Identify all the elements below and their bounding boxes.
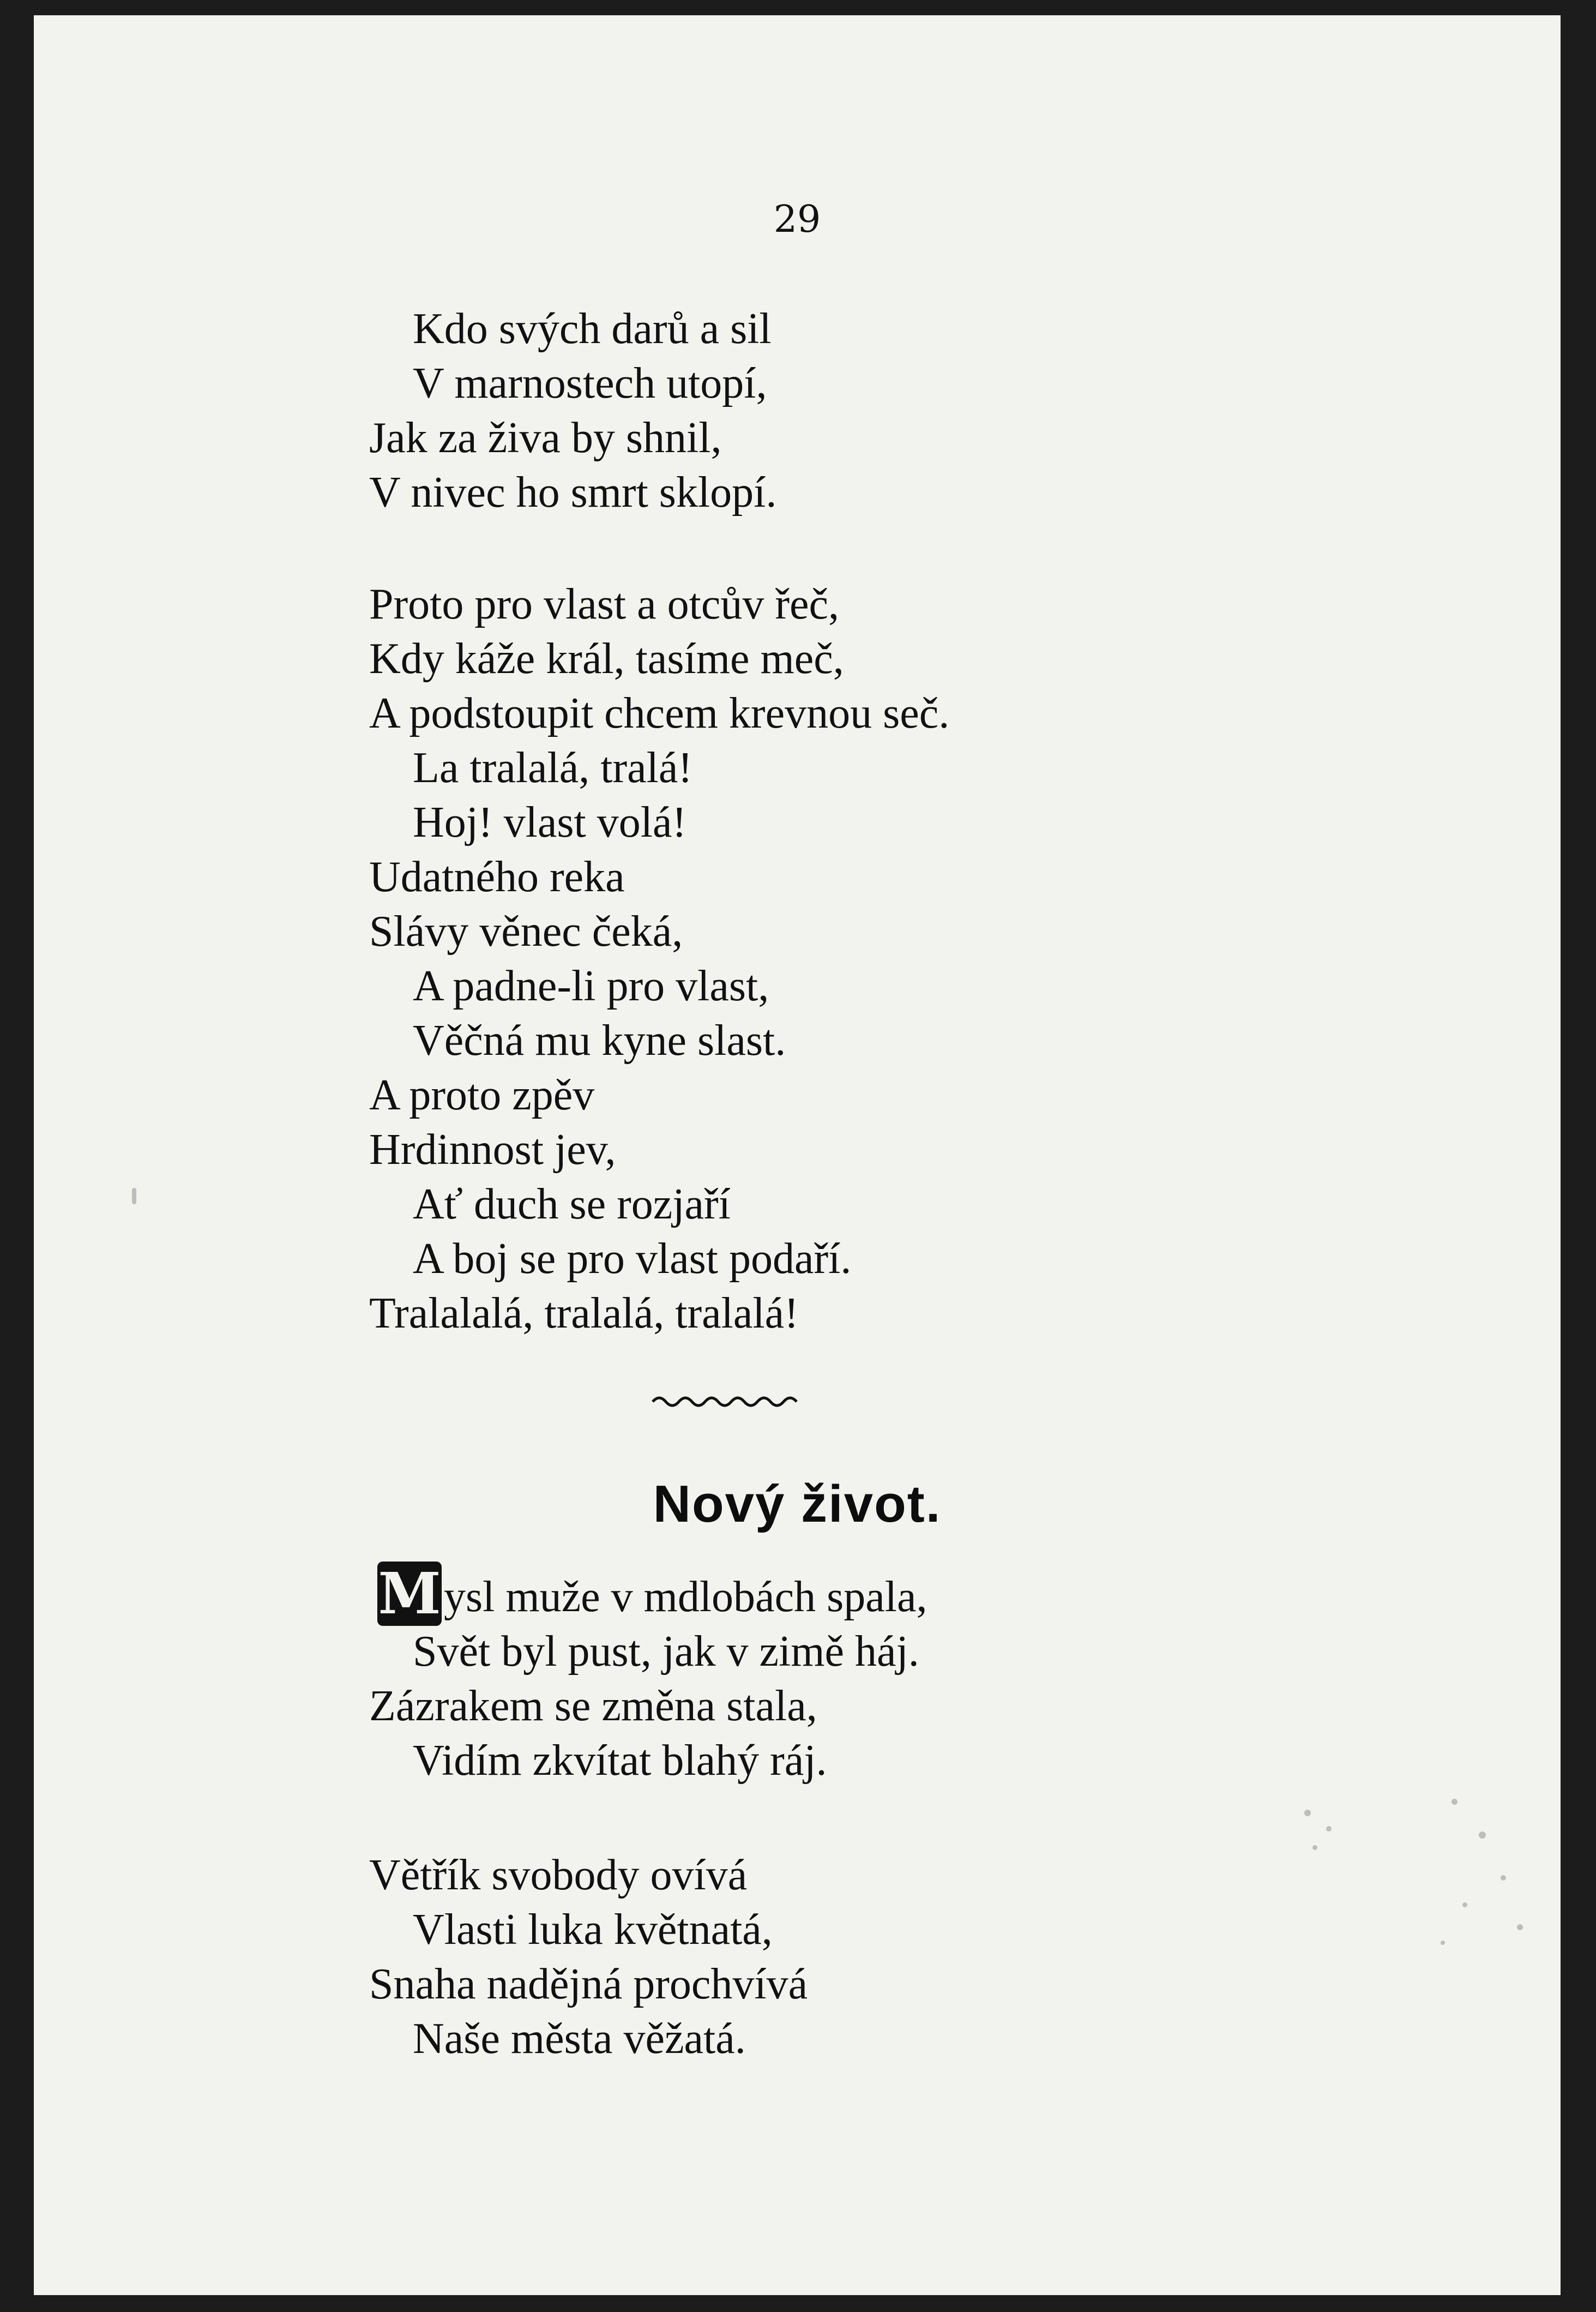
page-number: 29: [773, 198, 821, 241]
poem-line: V nivec ho smrt sklopí.: [369, 469, 777, 517]
scan-speck: [1312, 1845, 1317, 1850]
poem-line: Hrdinnost jev,: [369, 1126, 616, 1174]
scan-speck: [132, 1188, 136, 1204]
poem-line: A padne-li pro vlast,: [413, 962, 769, 1010]
poem-line: Udatného reka: [369, 853, 625, 901]
poem-line: A boj se pro vlast podaří.: [413, 1235, 852, 1283]
scan-speck: [1479, 1831, 1486, 1839]
drop-cap: M: [378, 1560, 441, 1627]
poem-line: La tralalá, tralá!: [413, 744, 692, 792]
scan-speck: [1326, 1826, 1332, 1831]
scan-speck: [1501, 1875, 1506, 1881]
poem-line: Slávy věnec čeká,: [369, 908, 683, 956]
poem-line: A proto zpěv: [369, 1071, 595, 1119]
poem-line: Věčná mu kyne slast.: [413, 1017, 786, 1065]
scan-speck: [1517, 1924, 1523, 1930]
poem-line: Větřík svobody ovívá: [369, 1851, 748, 1899]
poem-line: Hoj! vlast volá!: [413, 798, 687, 846]
section-title: Nový život.: [653, 1475, 942, 1533]
scan-speck: [1452, 1799, 1458, 1805]
poem-line: Zázrakem se změna stala,: [369, 1682, 817, 1730]
poem-line: Vlasti luka květnatá,: [413, 1906, 773, 1954]
scan-speck: [1441, 1941, 1445, 1945]
poem-line: A podstoupit chcem krevnou seč.: [369, 689, 950, 737]
poem-line: Snaha nadějná prochvívá: [369, 1960, 808, 2008]
poem-line: Svět byl pust, jak v zimě háj.: [413, 1628, 919, 1676]
poem-line: ysl muže v mdlobách spala,: [444, 1573, 928, 1621]
poem-line: Kdy káže král, tasíme meč,: [369, 635, 844, 683]
scan-speck: [1462, 1902, 1467, 1907]
poem-line: Ať duch se rozjaří: [413, 1180, 731, 1228]
poem-line: V marnostech utopí,: [413, 359, 767, 407]
poem-line: Proto pro vlast a otcův řeč,: [369, 580, 839, 628]
wavy-ornament-icon: [650, 1390, 803, 1412]
poem-line: Vidím zkvítat blahý ráj.: [413, 1737, 827, 1785]
scan-speck: [1304, 1810, 1311, 1816]
poem-line: Kdo svých darů a sil: [413, 305, 772, 353]
poem-line: Tralalalá, tralalá, tralalá!: [369, 1289, 799, 1337]
poem-line: Jak za živa by shnil,: [369, 414, 722, 462]
poem-line: Naše města věžatá.: [413, 2015, 746, 2063]
book-page: [34, 15, 1561, 2295]
